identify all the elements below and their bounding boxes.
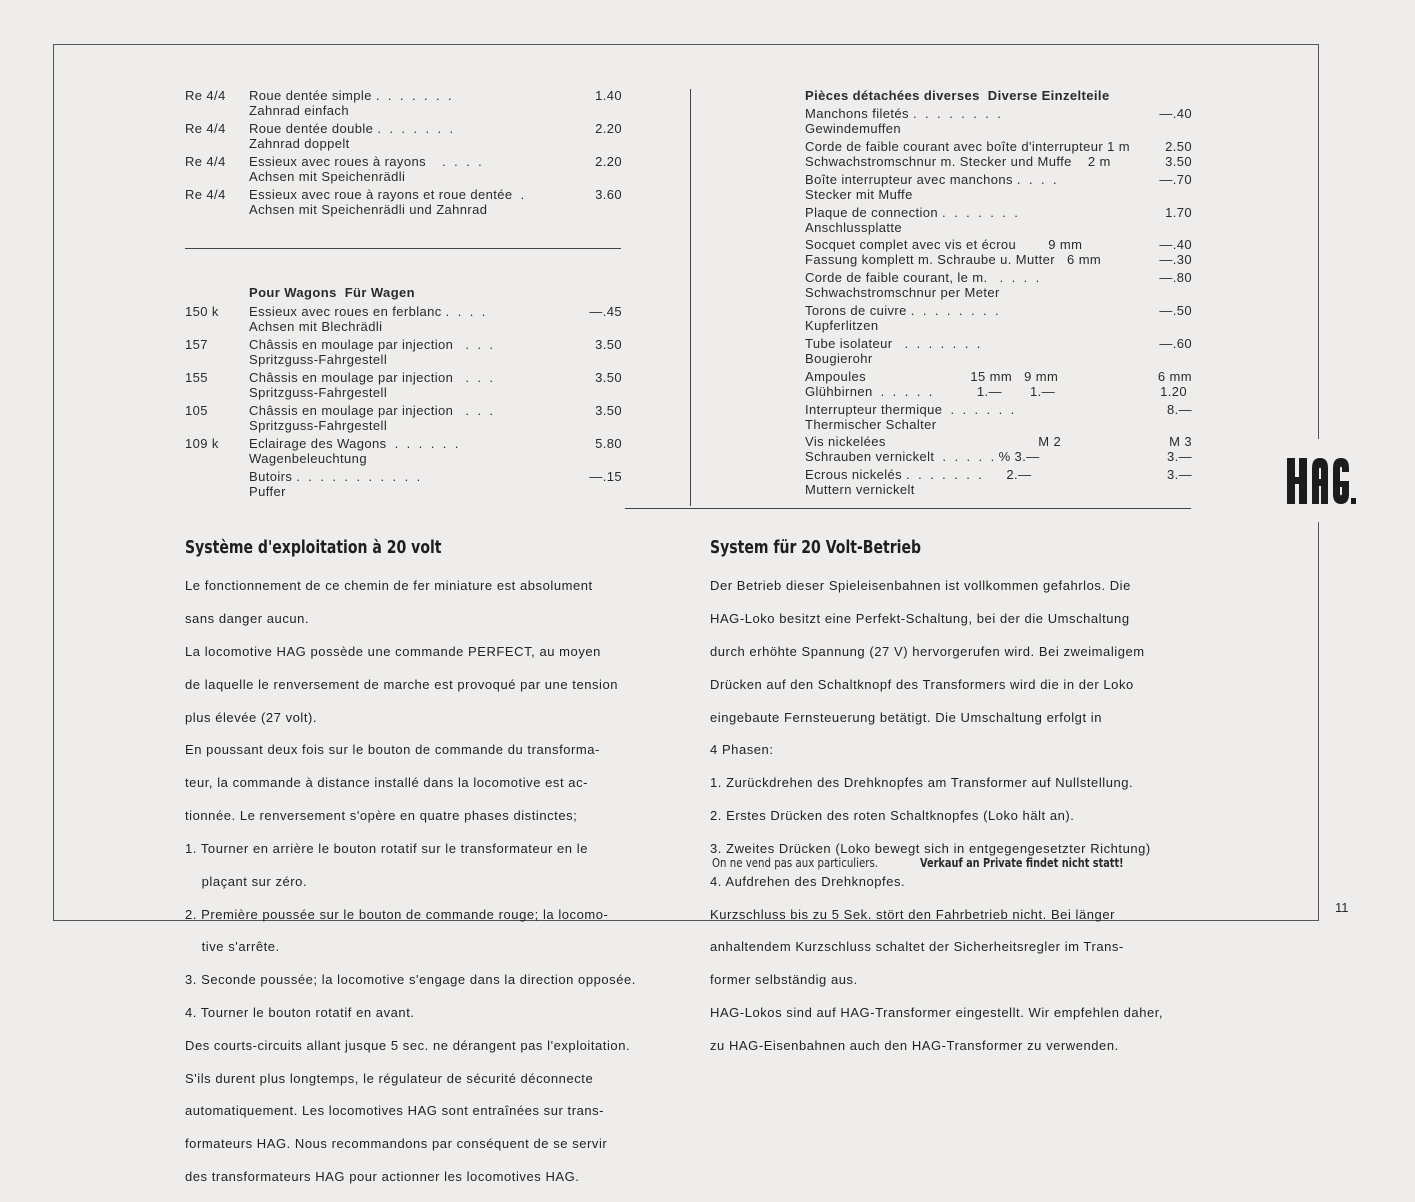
text-line: formateurs HAG. Nous recommandons par conséquent de se servir [185, 1136, 608, 1152]
item-price: —.15 [589, 469, 622, 484]
item-price: —.60 [1159, 336, 1192, 351]
item-price: —.40 [1159, 106, 1192, 121]
item-price: 3.— [1166, 467, 1192, 482]
item-price: 3.50 [595, 403, 622, 418]
item-price: 1.40 [595, 88, 622, 103]
item-label-de: Schrauben vernickelt . . . . . % 3.— [805, 449, 1040, 464]
item-label-fr: Corde de faible courant avec boîte d'interrupteur 1 m [805, 139, 1131, 154]
footer-note-fr: On ne vend pas aux particuliers. [712, 856, 879, 870]
item-code: Re 4/4 [185, 88, 226, 103]
item-label-de: Wagenbeleuchtung [249, 451, 367, 466]
text-line: En poussant deux fois sur le bouton de commande du transforma- [185, 742, 600, 758]
item-code: 155 [185, 370, 208, 385]
wagons-header: Pour Wagons Für Wagen [249, 285, 415, 300]
text-line: anhaltendem Kurzschluss schaltet der Sicherheitsregler im Trans- [710, 939, 1124, 955]
item-label-de: Spritzguss-Fahrgestell [249, 385, 388, 400]
item-code: 150 k [185, 304, 219, 319]
text-line: 1. Zurückdrehen des Drehknopfes am Transformer auf Nullstellung. [710, 775, 1134, 791]
section-rule [625, 508, 1191, 509]
item-label-fr: Boîte interrupteur avec manchons . . . . [805, 172, 1058, 187]
hag-logo [1282, 448, 1358, 514]
item-label-fr: Châssis en moulage par injection . . . [249, 403, 494, 418]
item-label-fr: Essieux avec roues en ferblanc . . . . [249, 304, 486, 319]
text-line: tive s'arrête. [185, 939, 280, 955]
item-label-fr: Châssis en moulage par injection . . . [249, 337, 494, 352]
item-label-fr: Ampoules 15 mm 9 mm [805, 369, 1059, 384]
parts-header: Pièces détachées diverses Diverse Einzelteile [805, 88, 1110, 103]
item-label-fr: Essieux avec roue à rayons et roue dentée . [249, 187, 525, 202]
item-price-de: 3.50 [1165, 154, 1192, 169]
text-line: Kurzschluss bis zu 5 Sek. stört den Fahrbetrieb nicht. Bei länger [710, 906, 1115, 922]
item-price: 1.70 [1165, 205, 1192, 220]
item-code: Re 4/4 [185, 154, 226, 169]
item-label-de: Spritzguss-Fahrgestell [249, 418, 388, 433]
item-label-de: Kupferlitzen [805, 318, 879, 333]
item-label-de: Gewindemuffen [805, 121, 902, 136]
text-line: 1. Tourner en arrière le bouton rotatif sur le transformateur en le [185, 840, 588, 856]
item-price: —.80 [1159, 270, 1192, 285]
text-line: 4. Aufdrehen des Drehknopfes. [710, 873, 906, 889]
german-section-title: System für 20 Volt-Betrieb [710, 537, 922, 558]
item-price-de: 1.20 [1160, 384, 1187, 399]
item-price: 3.50 [595, 337, 622, 352]
text-line: 4. Tourner le bouton rotatif en avant. [185, 1004, 415, 1020]
item-label-de: Achsen mit Speichenrädli und Zahnrad [249, 202, 488, 217]
item-label-de: Schwachstromschnur m. Stecker und Muffe 2 m [805, 154, 1111, 169]
item-label-fr: Tube isolateur . . . . . . . [805, 336, 981, 351]
item-label-de: Glühbirnen . . . . . 1.— 1.— [805, 384, 1056, 399]
item-code: Re 4/4 [185, 121, 226, 136]
text-line: sans danger aucun. [185, 611, 310, 627]
text-line: de laquelle le renversement de marche est provoqué par une tension [185, 676, 619, 692]
item-label-fr: Essieux avec roues à rayons . . . . [249, 154, 483, 169]
text-line: La locomotive HAG possède une commande PERFECT, au moyen [185, 644, 601, 660]
item-label-fr: Manchons filetés . . . . . . . . [805, 106, 1002, 121]
french-section-body [185, 562, 636, 1202]
right-catalog [805, 88, 1195, 508]
item-label-de: Bougierohr [805, 351, 873, 366]
item-label-de: Zahnrad doppelt [249, 136, 350, 151]
item-code: 157 [185, 337, 208, 352]
item-label-de: Anschlussplatte [805, 220, 903, 235]
text-line: 3. Seconde poussée; la locomotive s'engage dans la direction opposée. [185, 972, 636, 988]
text-line: Drücken auf den Schaltknopf des Transformers wird die in der Loko [710, 676, 1134, 692]
item-price-de: 3.— [1166, 449, 1192, 464]
text-line: zu HAG-Eisenbahnen auch den HAG-Transformer zu verwenden. [710, 1037, 1119, 1053]
text-line: durch erhöhte Spannung (27 V) hervorgerufen wird. Bei zweimaligem [710, 644, 1145, 660]
text-line: Der Betrieb dieser Spieleisenbahnen ist vollkommen gefahrlos. Die [710, 578, 1131, 594]
text-line: Le fonctionnement de ce chemin de fer miniature est absolument [185, 578, 593, 594]
item-label-de: Muttern vernickelt [805, 482, 915, 497]
item-label-de: Stecker mit Muffe [805, 187, 913, 202]
item-price: —.50 [1159, 303, 1192, 318]
item-code: 105 [185, 403, 208, 418]
item-price: —.45 [589, 304, 622, 319]
item-price: 3.60 [595, 187, 622, 202]
item-price: 2.20 [595, 154, 622, 169]
column-divider [690, 89, 691, 506]
text-line: 3. Zweites Drücken (Loko bewegt sich in entgegengesetzter Richtung) [710, 840, 1151, 856]
item-price-de: —.30 [1159, 252, 1192, 267]
item-label-fr: Butoirs . . . . . . . . . . . [249, 469, 421, 484]
item-price: M 3 [1169, 434, 1192, 449]
item-label-fr: Corde de faible courant, le m. . . . . [805, 270, 1040, 285]
item-label-fr: Eclairage des Wagons . . . . . . [249, 436, 459, 451]
item-label-fr: Roue dentée double . . . . . . . [249, 121, 454, 136]
left-catalog [185, 88, 625, 508]
item-label-de: Thermischer Schalter [805, 417, 937, 432]
text-line: S'ils durent plus longtemps, le régulateur de sécurité déconnecte [185, 1070, 594, 1086]
german-section-body [710, 562, 1163, 1071]
french-section-title: Système d'exploitation à 20 volt [185, 537, 442, 558]
item-label-de: Zahnrad einfach [249, 103, 349, 118]
text-line: automatiquement. Les locomotives HAG sont entraînées sur trans- [185, 1103, 605, 1119]
page-number: 11 [1335, 900, 1349, 915]
item-label-fr: Socquet complet avec vis et écrou 9 mm [805, 237, 1083, 252]
item-label-fr: Interrupteur thermique . . . . . . [805, 402, 1015, 417]
item-label-fr: Vis nickelées M 2 [805, 434, 1062, 449]
item-label-de: Achsen mit Speichenrädli [249, 169, 406, 184]
text-line: 2. Erstes Drücken des roten Schaltknopfes (Loko hält an). [710, 808, 1075, 824]
text-line: plus élevée (27 volt). [185, 709, 318, 725]
item-label-de: Fassung komplett m. Schraube u. Mutter 6 mm [805, 252, 1102, 267]
text-line: des transformateurs HAG pour actionner les locomotives HAG. [185, 1169, 580, 1185]
item-price: 2.20 [595, 121, 622, 136]
item-code: 109 k [185, 436, 219, 451]
item-label-fr: Plaque de connection . . . . . . . [805, 205, 1019, 220]
item-price: —.40 [1159, 237, 1192, 252]
text-line: eingebaute Fernsteuerung betätigt. Die Umschaltung erfolgt in [710, 709, 1102, 725]
text-line: HAG-Lokos sind auf HAG-Transformer eingestellt. Wir empfehlen daher, [710, 1004, 1164, 1020]
item-price: 8.— [1166, 402, 1192, 417]
item-label-de: Spritzguss-Fahrgestell [249, 352, 388, 367]
text-line: former selbständig aus. [710, 972, 858, 988]
item-label-de: Achsen mit Blechrädli [249, 319, 383, 334]
text-line: plaçant sur zéro. [185, 873, 308, 889]
item-label-fr: Torons de cuivre . . . . . . . . [805, 303, 1000, 318]
item-label-fr: Roue dentée simple . . . . . . . [249, 88, 453, 103]
item-price: —.70 [1159, 172, 1192, 187]
item-label-fr: Ecrous nickelés . . . . . . . 2.— [805, 467, 1032, 482]
item-label-de: Puffer [249, 484, 286, 499]
text-line: 4 Phasen: [710, 742, 774, 758]
text-line: teur, la commande à distance installé dans la locomotive est ac- [185, 775, 589, 791]
item-price: 5.80 [595, 436, 622, 451]
text-line: Des courts-circuits allant jusque 5 sec. ne dérangent pas l'exploitation. [185, 1037, 631, 1053]
item-price: 3.50 [595, 370, 622, 385]
frame-edge [1318, 522, 1319, 920]
text-line: HAG-Loko besitzt eine Perfekt-Schaltung, bei der die Umschaltung [710, 611, 1130, 627]
item-label-fr: Châssis en moulage par injection . . . [249, 370, 494, 385]
item-price: 2.50 [1165, 139, 1192, 154]
item-code: Re 4/4 [185, 187, 226, 202]
text-line: 2. Première poussée sur le bouton de commande rouge; la locomo- [185, 906, 609, 922]
frame-edge [1318, 44, 1319, 439]
item-price: 6 mm [1157, 369, 1192, 384]
footer-note-de: Verkauf an Private findet nicht statt! [920, 855, 1124, 870]
text-line: tionnée. Le renversement s'opère en quatre phases distinctes; [185, 808, 578, 824]
item-label-de: Schwachstromschnur per Meter [805, 285, 1000, 300]
